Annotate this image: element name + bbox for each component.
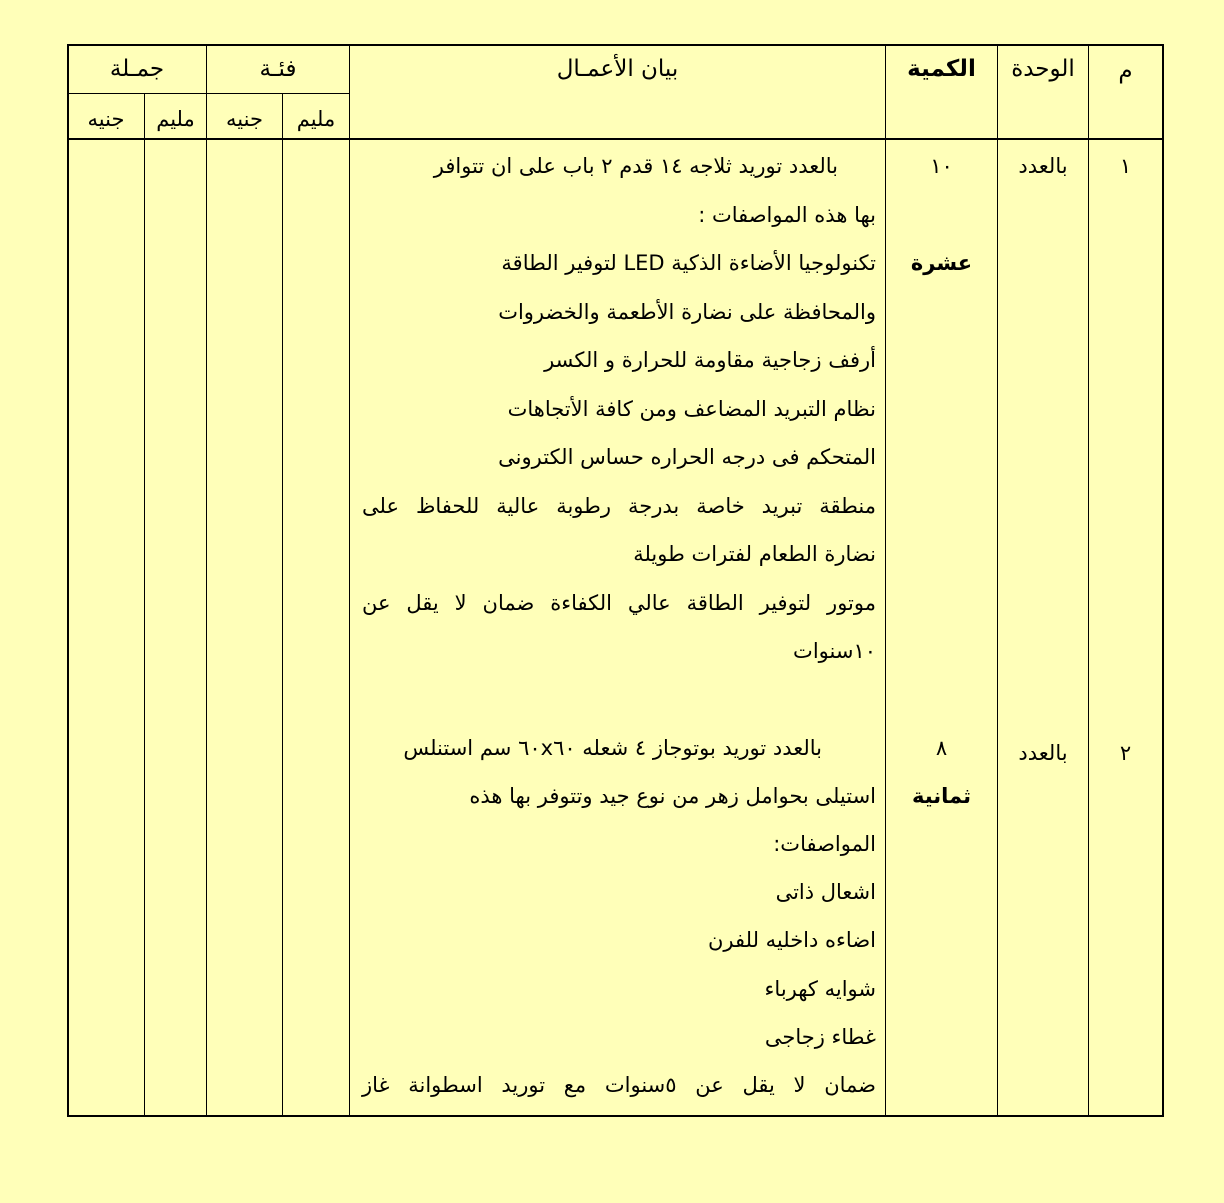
header-description: بيان الأعمـال <box>556 56 679 82</box>
item-1-desc-line: بالعدد توريد ثلاجه ١٤ قدم ٢ باب على ان تتوافر <box>433 154 838 178</box>
col-divider <box>349 44 350 1116</box>
table-border-bottom <box>67 1115 1164 1117</box>
item-2-unit: بالعدد <box>1018 741 1068 765</box>
table-border-top <box>67 44 1164 46</box>
item-2-desc-line: غطاء زجاجى <box>764 1025 876 1049</box>
header-index: م <box>1118 58 1133 84</box>
item-2-desc-line: ضمان لا يقل عن ٥سنوات مع توريد اسطوانة غاز <box>362 1073 876 1097</box>
subheader-total-millime: مليم <box>156 107 195 131</box>
item-1-desc-line: ١٠سنوات <box>793 639 876 663</box>
col-divider <box>997 44 998 1116</box>
item-1-desc-line: أرفف زجاجية مقاومة للحرارة و الكسر <box>544 348 876 372</box>
header-subdivider <box>68 93 350 94</box>
item-2-desc-line: بالعدد توريد بوتوجاز ٤ شعله ٦٠x٦٠ سم استنلس <box>403 736 822 760</box>
header-total: جمـلة <box>109 56 165 82</box>
table-border-right <box>1162 44 1164 1117</box>
item-1-quantity-words: عشرة <box>910 251 973 275</box>
item-1-unit: بالعدد <box>1018 154 1068 178</box>
item-2-desc-line: اشعال ذاتى <box>775 880 876 904</box>
col-divider <box>144 94 145 1116</box>
item-1-desc-line: بها هذه المواصفات : <box>698 203 876 227</box>
item-1-desc-line: موتور لتوفير الطاقة عالي الكفاءة ضمان لا يقل عن <box>362 591 876 615</box>
item-2-quantity-number: ٨ <box>935 736 948 760</box>
col-divider <box>1088 44 1089 1116</box>
item-2-index: ٢ <box>1119 741 1132 765</box>
table-border-left <box>67 44 69 1117</box>
item-2-desc-line: شوايه كهرباء <box>764 977 876 1001</box>
item-2-quantity-words: ثمانية <box>911 784 972 808</box>
item-2-desc-line: اضاءه داخليه للفرن <box>708 928 876 952</box>
item-1-desc-line: نضارة الطعام لفترات طويلة <box>633 542 876 566</box>
item-1-desc-line: المتحكم فى درجه الحراره حساس الكترونى <box>498 445 876 469</box>
header-quantity: الكمية <box>907 56 976 82</box>
subheader-total-pound: جنيه <box>87 107 125 131</box>
header-unit-price: فئـة <box>259 56 297 82</box>
item-1-quantity-number: ١٠ <box>930 154 953 178</box>
col-divider <box>885 44 886 1116</box>
header-bottom-border <box>67 138 1164 140</box>
item-2-desc-line: استيلى بحوامل زهر من نوع جيد وتتوفر بها هذه <box>469 784 876 808</box>
subheader-price-millime: مليم <box>296 107 336 131</box>
item-2-desc-line: المواصفات: <box>773 832 876 856</box>
item-1-desc-line: تكنولوجيا الأضاءة الذكية LED لتوفير الطاقة <box>501 251 876 275</box>
col-divider <box>206 44 207 1116</box>
item-1-desc-line: منطقة تبريد خاصة بدرجة رطوبة عالية للحفاظ على <box>362 494 876 518</box>
header-unit: الوحدة <box>1011 56 1075 82</box>
subheader-price-pound: جنيه <box>226 107 263 131</box>
col-divider <box>282 94 283 1116</box>
item-1-desc-line: والمحافظة على نضارة الأطعمة والخضروات <box>498 300 876 324</box>
item-1-desc-line: نظام التبريد المضاعف ومن كافة الأتجاهات <box>507 397 876 421</box>
item-1-index: ١ <box>1119 154 1132 178</box>
